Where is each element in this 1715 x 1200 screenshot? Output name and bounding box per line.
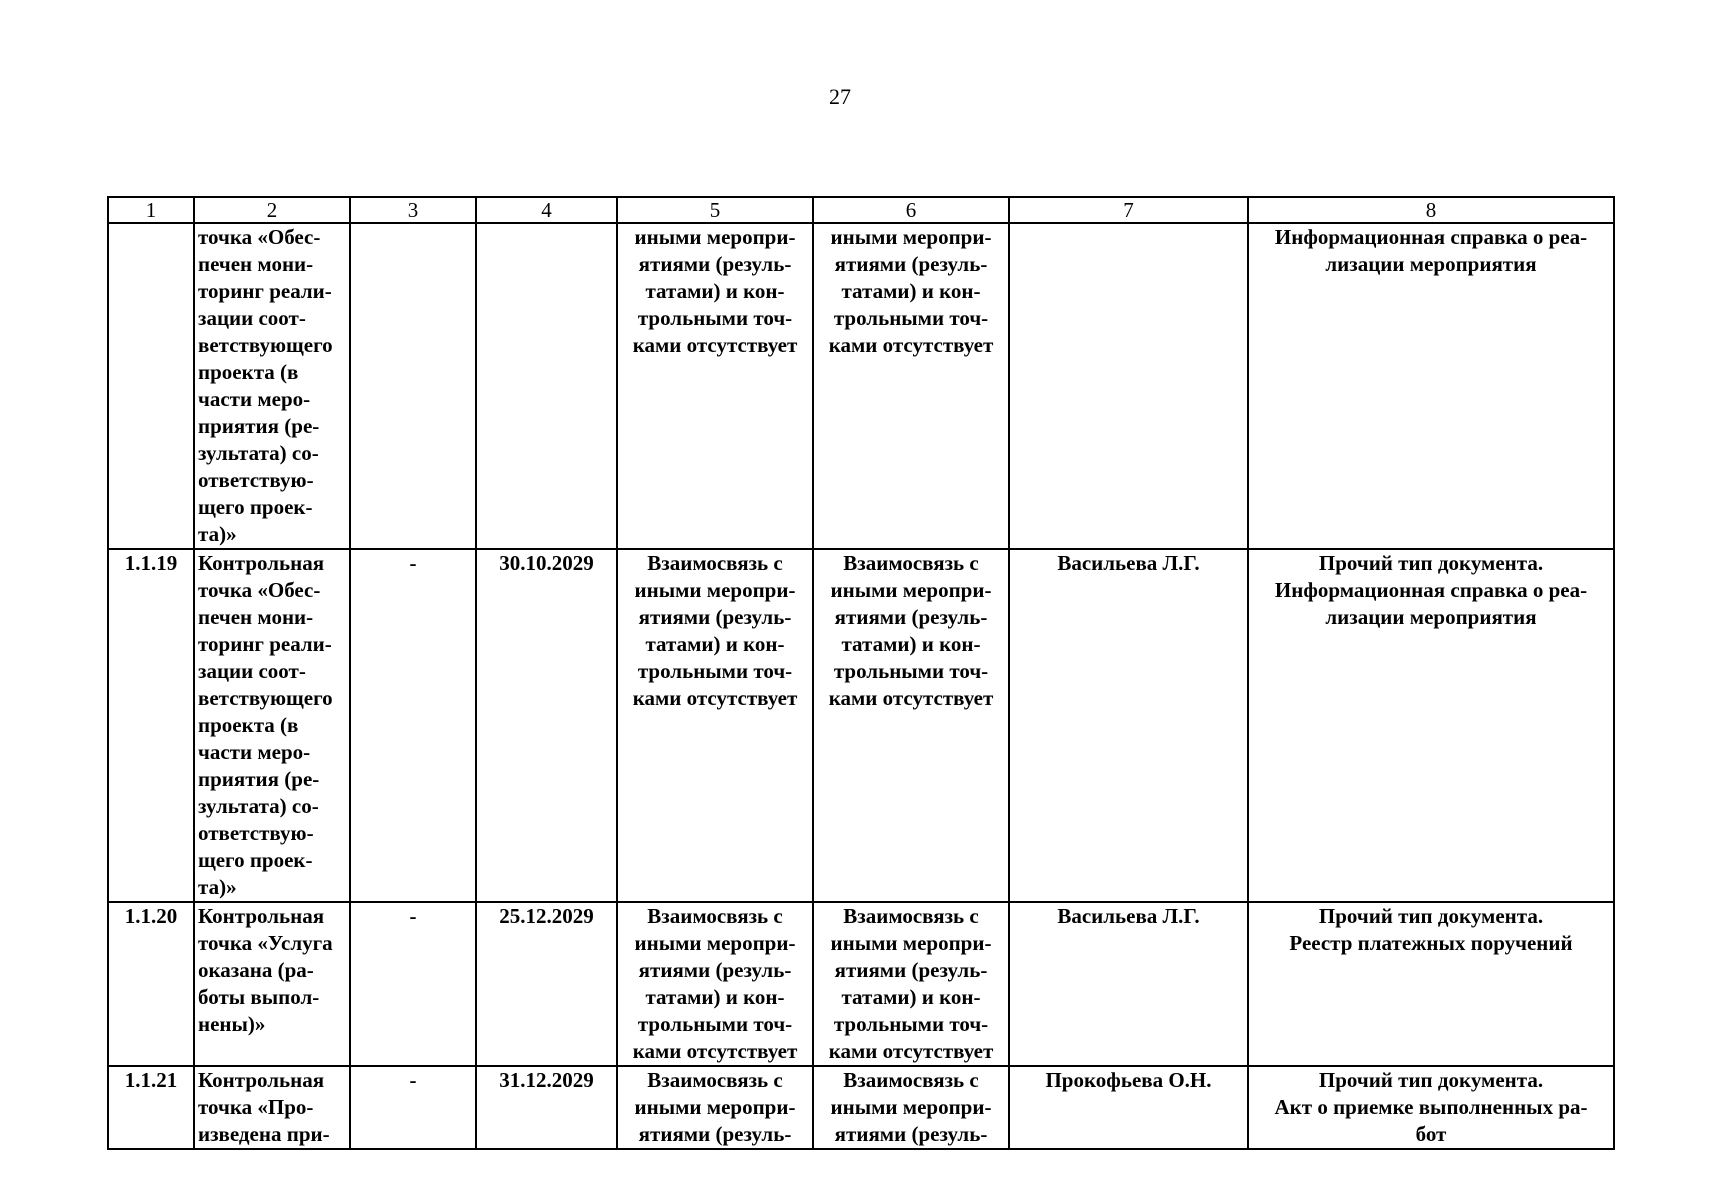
item-relation-6: иными меропри- ятиями (резуль- татами) и кон- трольными точ- ками отсутствует bbox=[813, 223, 1009, 549]
table-row bbox=[108, 549, 1614, 902]
item-date: 31.12.2029 bbox=[476, 1066, 617, 1149]
item-responsible: Васильева Л.Г. bbox=[1009, 549, 1248, 902]
item-name: точка «Обес- печен мони- торинг реали- зации соот- ветствующего проекта (в части меро- приятия (ре- зультата) со- ответствую- щего проек- та)» bbox=[194, 223, 350, 549]
item-responsible: Прокофьева О.Н. bbox=[1009, 1066, 1248, 1149]
item-name: Контрольная точка «Про- изведена при- bbox=[194, 1066, 350, 1149]
column-number: 4 bbox=[476, 197, 617, 223]
item-date: 25.12.2029 bbox=[476, 902, 617, 1066]
table-row bbox=[108, 902, 1614, 1066]
item-date: 30.10.2029 bbox=[476, 549, 617, 902]
column-number: 3 bbox=[350, 197, 476, 223]
item-col3 bbox=[350, 223, 476, 549]
column-number: 7 bbox=[1009, 197, 1248, 223]
item-relation-5: Взаимосвязь с иными меропри- ятиями (резуль- татами) и кон- трольными точ- ками отсутствует bbox=[617, 902, 813, 1066]
page-number: 27 bbox=[829, 84, 851, 109]
item-col3: - bbox=[350, 902, 476, 1066]
item-relation-6: Взаимосвязь с иными меропри- ятиями (резуль- bbox=[813, 1066, 1009, 1149]
item-responsible bbox=[1009, 223, 1248, 549]
table-row bbox=[108, 223, 1614, 549]
column-number: 8 bbox=[1248, 197, 1614, 223]
item-responsible: Васильева Л.Г. bbox=[1009, 902, 1248, 1066]
item-number: 1.1.20 bbox=[108, 902, 194, 1066]
column-number: 1 bbox=[108, 197, 194, 223]
item-number: 1.1.21 bbox=[108, 1066, 194, 1149]
item-relation-5: иными меропри- ятиями (резуль- татами) и кон- трольными точ- ками отсутствует bbox=[617, 223, 813, 549]
item-document: Прочий тип документа. Информационная справка о реа- лизации мероприятия bbox=[1248, 549, 1614, 902]
item-document: Информационная справка о реа- лизации мероприятия bbox=[1248, 223, 1614, 549]
item-name: Контрольная точка «Услуга оказана (ра- боты выпол- нены)» bbox=[194, 902, 350, 1066]
item-document: Прочий тип документа. Акт о приемке выполненных ра- бот bbox=[1248, 1066, 1614, 1149]
item-relation-5: Взаимосвязь с иными меропри- ятиями (резуль- татами) и кон- трольными точ- ками отсутствует bbox=[617, 549, 813, 902]
document-table bbox=[107, 196, 1615, 1150]
column-number: 5 bbox=[617, 197, 813, 223]
item-number bbox=[108, 223, 194, 549]
item-col3: - bbox=[350, 549, 476, 902]
item-name: Контрольная точка «Обес- печен мони- торинг реали- зации соот- ветствующего проекта (в части меро- приятия (ре- зультата) со- ответствую- щего проек- та)» bbox=[194, 549, 350, 902]
item-relation-6: Взаимосвязь с иными меропри- ятиями (резуль- татами) и кон- трольными точ- ками отсутствует bbox=[813, 902, 1009, 1066]
column-number-row bbox=[108, 197, 1614, 223]
column-number: 6 bbox=[813, 197, 1009, 223]
item-date bbox=[476, 223, 617, 549]
item-col3: - bbox=[350, 1066, 476, 1149]
column-number: 2 bbox=[194, 197, 350, 223]
item-document: Прочий тип документа. Реестр платежных поручений bbox=[1248, 902, 1614, 1066]
table-row bbox=[108, 1066, 1614, 1149]
item-relation-5: Взаимосвязь с иными меропри- ятиями (резуль- bbox=[617, 1066, 813, 1149]
item-relation-6: Взаимосвязь с иными меропри- ятиями (резуль- татами) и кон- трольными точ- ками отсутствует bbox=[813, 549, 1009, 902]
item-number: 1.1.19 bbox=[108, 549, 194, 902]
